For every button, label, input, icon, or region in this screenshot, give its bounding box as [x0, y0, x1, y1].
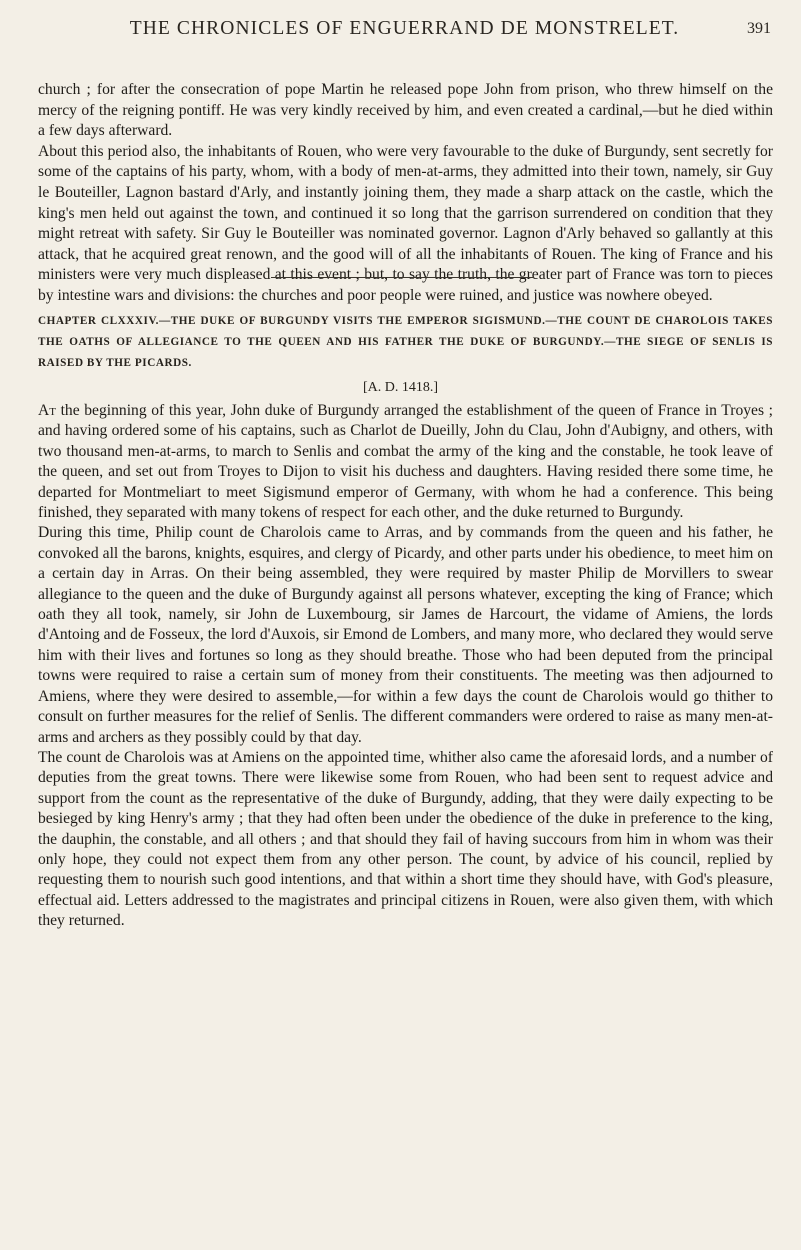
page-number: 391	[747, 20, 771, 37]
opening-word: At	[38, 402, 56, 419]
paragraph: church ; for after the consecration of pope Martin he released pope John from prison, who threw himself on the mercy of the reigning pontiff. He was very kindly received by him, and even created a cardinal,—but he died within a few days afterward.	[38, 81, 773, 140]
chapter-date: [A. D. 1418.]	[362, 380, 439, 395]
running-head	[38, 18, 771, 44]
chapter-text	[38, 401, 773, 932]
running-title: THE CHRONICLES OF ENGUERRAND DE MONSTRELET.	[129, 18, 680, 39]
continuation-text	[38, 80, 773, 307]
paragraph: During this time, Philip count de Charolois came to Arras, and by commands from the queen and his father, he convoked all the barons, knights, esquires, and clergy of Picardy, and other parts under his obedience, to meet him on a certain day in Arras. On their being assembled, they were required by master Philip de Morvillers to swear allegiance to the queen and the duke of Burgundy against all persons whatever, excepting the king of France; which oath they all took, namely, sir John de Luxembourg, sir James de Harcourt, the vidame of Amiens, the lords d'Antoing and de Fosseux, the lord d'Auxois, sir Emond de Lombers, and many more, who declared they would serve him with their lives and fortunes so long as they should breathe. Those who had been deputed from the principal towns were required to raise a certain sum of money from their constituents. The meeting was then adjourned to Amiens, where they were desired to assemble,—for within a few days the count de Charolois would go thither to consult on further measures for the relief of Senlis. The different commanders were ordered to raise as many men-at-arms and archers as they possibly could by that day.	[38, 524, 773, 746]
paragraph: About this period also, the inhabitants of Rouen, who were very favourable to the duke of Burgundy, sent secretly for some of the captains of his party, whom, with a body of men-at-arms, they admitted into their town, namely, sir Guy le Bouteiller, Lagnon bastard d'Arly, and instantly joining them, they made a sharp attack on the castle, which the king's men held out against the town, and continued it so long that the garrison surrendered on condition that they might retreat with safety. Sir Guy le Bouteiller was nominated governor. Lagnon d'Arly behaved so gallantly at this attack, that he acquired great renown, and the good will of all the inhabitants of Rouen. The king of France and his ministers were very much displeased at this event ; but, to say the truth, the greater part of France was torn to pieces by intestine wars and divisions: the churches and poor people were ruined, and justice was nowhere obeyed.	[38, 142, 773, 304]
paragraph: The count de Charolois was at Amiens on the appointed time, whither also came the aforesaid lords, and a number of deputies from the great towns. There were likewise some from Rouen, who had been sent to request advice and support from the count as the representative of the duke of Burgundy, adding, that they were daily expecting to be besieged by king Henry's army ; that they had often been under the obedience of the duke in preference to the king, the dauphin, the constable, and all others ; and that should they fail of having succours from him in whom was their only hope, they could not expect them from any other person. The count, by advice of his council, replied by requesting them to nourish such good intentions, and that within a short time they should have, with God's pleasure, effectual aid. Letters addressed to the magistrates and principal citizens in Rouen, were also given them, with which they returned.	[38, 748, 773, 930]
paragraph-rest: the beginning of this year, John duke of Burgundy arranged the establishment of the queen of France in Troyes ; and having ordered some of his captains, such as Charlot de Dueilly, John du Clau, John d'Aubigny, and others, with two thousand men-at-arms, to march to Senlis and combat the army of the king and the constable, he took leave of the queen, and set out from Troyes to Dijon to visit his duchess and daughters. Having resided there some time, he departed for Montmeliart to meet Sigismund emperor of Germany, with whom he had a conference. This being finished, they separated with many tokens of respect for each other, and the duke returned to Burgundy.	[38, 402, 773, 522]
chapter-heading: CHAPTER CLXXXIV.—THE DUKE OF BURGUNDY VISITS THE EMPEROR SIGISMUND.—THE COUNT DE CHAROLOIS TAKES THE OATHS OF ALLEGIANCE TO THE QUEEN AND HIS FATHER THE DUKE OF BURGUNDY.—THE SIEGE OF SENLIS IS RAISED BY THE PICARDS.	[38, 315, 773, 369]
paragraph	[38, 401, 773, 523]
section-divider	[271, 277, 534, 278]
